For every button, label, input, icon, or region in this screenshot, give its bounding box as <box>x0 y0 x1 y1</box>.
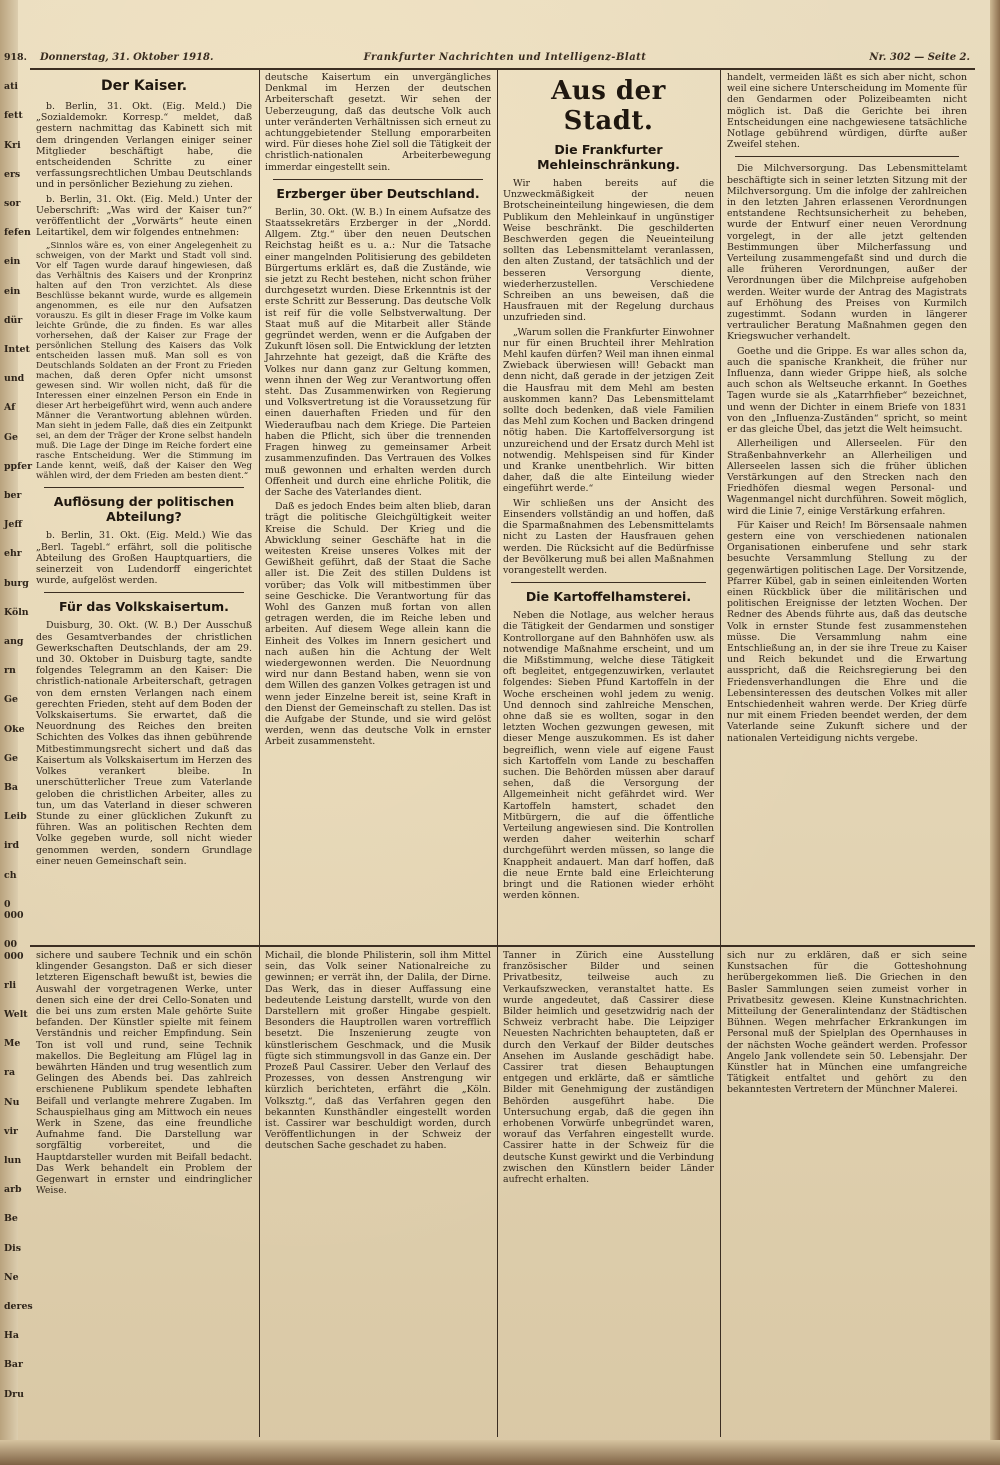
margin-fragment-text: Me <box>4 1038 21 1050</box>
masthead-rule <box>30 68 975 70</box>
margin-fragment-text: Af <box>4 402 16 414</box>
column-divider <box>720 70 721 945</box>
left-margin-fragments <box>4 52 33 1432</box>
column-3 <box>503 72 714 942</box>
article-paragraph: Goethe und die Grippe. Es war alles schon da, auch die spanische Krankheit, die früher nur Influenza, dann wieder Grippe hieß, als solche auch schon als Weltseuche erkannt. In Goethes Tagen wurde sie als „Katarrhfieber“ bezeichnet, und wenn der Dichter in einem Briefe von 1831 von den „Influenza-Zuständen“ spricht, so meint er das gleiche Übel, das jetzt die Welt heimsucht. <box>727 345 967 436</box>
margin-fragment-text: arb <box>4 1184 22 1196</box>
article-divider <box>44 592 244 593</box>
margin-fragment-text: 0 000 <box>4 898 24 922</box>
article-paragraph: deutsche Kaisertum ein unvergängliches Denkmal im Herzen der deutschen Arbeiterschaft gesetzt. Wir sehen der Ueberzeugung, daß das deutsche Volk auch unter veränderten Verhältnissen sich erneut zu achtunggebietender Stellung emporarbeiten wird. Für dieses hohe Ziel soll die Tätigkeit der christlich-nationalen Arbeiterbewegung immerdar eingestellt sein. <box>265 72 491 173</box>
headline-der-kaiser: Der Kaiser. <box>100 78 188 94</box>
margin-fragment-text: Ge <box>4 694 18 706</box>
article-divider <box>735 156 959 157</box>
article-paragraph: „Warum sollen die Frankfurter Einwohner nur für einen Bruchteil ihrer Mehlration Mehl kaufen dürfen? Weil man ihnen einmal Zwieback überwiesen will! Gebackt man denn nicht, daß gerade in der jetzigen Zeit die Hausfrau mit dem Mehl am besten auskommen kann? Das Lebensmittelamt sollte doch bedenken, daß viele Familien das Mehl zum Kochen und Backen dringend nötig haben. Die Kartoffelversorgung ist unzureichend und der Ersatz durch Mehl ist notwendig. Mehlspeisen sind für Kinder und Kranke unentbehrlich. Wir bitten daher, daß die alte Einteilung wieder eingeführt werde.“ <box>503 326 714 495</box>
column-divider <box>497 947 498 1437</box>
article-paragraph: „Sinnlos wäre es, von einer Angelegenheit zu schweigen, von der Markt und Stadt voll sind. Vor elf Tagen wurde darauf hingewiesen, daß das Verhältnis des Kaisers und der Kronprinz halten auf den Tron verzichtet. Als diese Beschlüsse bekannt wurde, wurde es allgemein angenommen, es eile nur den Aufsatzen vorauszu. Es gilt in dieser Frage im Volke kaum leichte Gründe, die zu finden. Es war alles vorhersehen, daß der Kaiser zur Frage der persönlichen Stellung des Kaisers das Volk entscheiden lassen muß. Man soll es von Deutschlands Soldaten an der Front zu Frieden machen, daß deren Opfer nicht umsonst gewesen sind. Wir wollen nicht, daß für die Interessen einer einzelnen Person ein Ende in dieser Art herbeigeführt wird, wenn auch andere Männer die Verantwortung ablehnen würden. Man sieht in jedem Falle, daß dies ein Zeitpunkt sei, an dem der Träger der Krone selbst handeln muß. Die Lage der Dinge im Reiche fordert eine rasche Entscheidung. Wer die Stimmung im Lande kennt, weiß, daß der Kaiser den Weg wählen wird, der dem Frieden am besten dient.“ <box>36 241 252 482</box>
margin-fragment-text: lun <box>4 1154 22 1166</box>
margin-fragment-text: rn <box>4 665 16 677</box>
column-divider <box>259 947 260 1437</box>
article-paragraph: Für Kaiser und Reich! Im Börsensaale nahmen gestern eine von verschiedenen nationalen Organisationen einberufene und sehr stark besuchte Versammlung Stellung zu der gegenwärtigen politischen Lage. Der Vorsitzende, Pfarrer Kübel, gab in seinen einleitenden Worten einen Rückblick über die militärischen und politischen Ereignisse der letzten Wochen. Der Redner des Abends führte aus, daß das deutsche Volk in ernster Stunde fest zusammenstehen müsse. Die Versammlung nahm eine Entschließung an, in der sie ihre Treue zu Kaiser und Reich bekundet und die Erwartung ausspricht, daß die Reichsregierung bei den Friedensverhandlungen die Ehre und die Lebensinteressen des deutschen Volkes mit aller Entschiedenheit wahren werde. Der Krieg dürfe nur mit einem Frieden beendet werden, der dem Vaterlande seine Zukunft sichere und der nationalen Verteidigung nichts vergebe. <box>727 519 967 744</box>
article-paragraph: Neben die Notlage, aus welcher heraus die Tätigkeit der Gendarmen und sonstiger Kontrollorgane auf den Bahnhöfen usw. als notwendige Maßnahme erscheint, und um die Mißstimmung, welche diese Tätigkeit oft begleitet, entgegenzuwirken, verlautet folgendes: Sieben Pfund Kartoffeln in der Woche erscheinen wohl jedem zu wenig. Und dennoch sind zahlreiche Menschen, ohne daß sie es wollten, sogar in den letzten Wochen gezwungen gewesen, mit dieser Menge auszukommen. Es ist daher begreiflich, wenn viele auf eigene Faust sich Kartoffeln vom Lande zu beschaffen suchen. Die Behörden müssen aber darauf sehen, daß die Versorgung der Allgemeinheit nicht gefährdet wird. Wer Kartoffeln hamstert, schadet den Mitbürgern, die auf die öffentliche Verteilung angewiesen sind. Die Kontrollen werden daher weiterhin scharf durchgeführt werden müssen, so lange die Knappheit andauert. Man darf hoffen, daß die neue Ernte bald eine Erleichterung bringt und die Rationen wieder erhöht werden können. <box>503 610 714 902</box>
margin-fragment-text: ppfer <box>4 460 33 472</box>
section-title-aus-der-stadt: Aus der Stadt. <box>551 76 666 136</box>
margin-fragment-text: burg <box>4 577 29 589</box>
margin-fragment-text: Nu <box>4 1096 20 1108</box>
headline-erzberger: Erzberger über Deutschland. <box>276 185 480 201</box>
margin-fragment-text: ch <box>4 869 17 881</box>
column-1 <box>36 72 252 942</box>
article-paragraph: Die Milchversorgung. Das Lebensmittelamt beschäftigte sich in seiner letzten Sitzung mit der Milchversorgung. Um die infolge der zahlreichen in den letzten Jahren erlassenen Verordnungen entstandene Rechtsunsicherheit zu beheben, wurde der Entwurf einer neuen Verordnung vorgelegt, in der alle jetzt geltenden Bestimmungen über Milcherfassung und Verteilung zusammengefaßt sind und durch die alle früheren Verordnungen, außer der Verordnungen über die Milchpreise aufgehoben werden. Weiter wurde der Antrag des Magistrats auf Erhöhung des Preises von Kurmilch zugestimmt. Sodann wurden in längerer vertraulicher Beratung Maßnahmen gegen den Kriegswucher verhandelt. <box>727 163 967 343</box>
article-paragraph: Duisburg, 30. Okt. (W. B.) Der Ausschuß des Gesamtverbandes der christlichen Gewerkschaften Deutschlands, der am 29. und 30. Oktober in Duisburg tagte, sandte folgendes Telegramm an den Kaiser: Die christlich-nationale Arbeiterschaft, getragen von dem ernsten Verlangen nach einem gerechten Frieden, steht auf dem Boden der Volkskaisertums. Sie erwartet, daß die Neuordnung des Reiches den breiten Schichten des Volkes das ihnen gebührende Mitbestimmungsrecht sichert und daß das Kaisertum als Volkskaisertum im Herzen des Volkes verankert bleibe. In unerschütterlicher Treue zum Vaterlande geloben die christlichen Arbeiter, alles zu tun, um das Vaterland in dieser schweren Stunde zu einer glücklichen Zukunft zu führen. Was an politischen Rechten dem Volke gegeben wurde, soll nicht wieder genommen werden, sondern Grundlage einer neuen Gemeinschaft sein. <box>36 620 252 867</box>
column-divider <box>259 70 260 945</box>
page-bottom-edge <box>0 1440 1000 1465</box>
margin-fragment-text: vir <box>4 1125 18 1137</box>
article-divider <box>511 582 706 583</box>
margin-fragment-text: ein <box>4 285 21 297</box>
margin-fragment-text: Ne <box>4 1271 19 1283</box>
bottom-column-2 <box>265 950 491 1435</box>
margin-fragment-text: Ba <box>4 782 18 794</box>
margin-fragment-text: Oke <box>4 723 25 735</box>
masthead-page-number: Nr. 302 — Seite 2. <box>869 52 970 63</box>
margin-fragment-text: ein <box>4 256 21 268</box>
article-paragraph: handelt, vermeiden läßt es sich aber nicht, schon weil eine sichere Unterscheidung im Momente für den Gendarmen oder Polizeibeamten nicht möglich ist. Daß die Gerichte bei ihren Entscheidungen eine nachgewiesene tatsächliche Notlage gebührend würdigen, dürfte außer Zweifel stehen. <box>727 72 967 151</box>
column-2 <box>265 72 491 942</box>
margin-fragment-text: Kri <box>4 139 21 151</box>
masthead-title: Frankfurter Nachrichten und Intelligenz-Blatt <box>363 52 647 63</box>
margin-fragment-text: Jeff <box>4 519 23 531</box>
margin-fragment-text: Bar <box>4 1359 23 1371</box>
article-paragraph: b. Berlin, 31. Okt. (Eig. Meld.) Wie das „Berl. Tagebl.“ erfährt, soll die politische Abteilung des Großen Hauptquartiers, die seinerzeit von Ludendorff eingerichtet wurde, aufgelöst werden. <box>36 530 252 587</box>
bottom-column-3 <box>503 950 714 1435</box>
margin-fragment-text: Dis <box>4 1242 21 1254</box>
article-divider <box>273 179 483 180</box>
margin-fragment-text: 00 000 <box>4 939 24 962</box>
margin-fragment-text: Ge <box>4 752 18 764</box>
margin-fragment-text: und <box>4 373 25 385</box>
margin-fragment-text: ati <box>4 81 18 93</box>
margin-fragment-text: 918. <box>4 52 27 63</box>
article-paragraph: Allerheiligen und Allerseelen. Für den Straßenbahnverkehr an Allerheiligen und Allerseelen lassen sich die früher üblichen Verstärkungen auf den Strecken nach den Friedhöfen diesmal wegen Personal- und Wagenmangel nicht durchführen. Soweit möglich, wird die Linie 7, einige Verstärkung erfahren. <box>727 438 967 517</box>
margin-fragment-text: dür <box>4 314 23 326</box>
column-4 <box>727 72 967 942</box>
margin-fragment-text: Intet <box>4 344 30 356</box>
article-paragraph: b. Berlin, 31. Okt. (Eig. Meld.) Die „Sozialdemokr. Korresp.“ meldet, daß gestern nachmittag das Kabinett sich mit dem dringenden Verlangen einiger seiner Mitglieder beschäftigt habe, die entscheidenden Schritte zu einer verfassungsrechtlichen Umbau Deutschlands und in persönlicher Beziehung zu ziehen. <box>36 101 252 191</box>
article-paragraph: Tanner in Zürich eine Ausstellung französischer Bilder und seinen Privatbesitz, teilweise auch zu Verkaufszwecken, veranstaltet hatte. Es wurde angedeutet, daß Cassirer diese Bilder heimlich und gesetzwidrig nach der Schweiz verbracht habe. Die Leipziger Neuesten Nachrichten behaupteten, daß er durch den Verkauf der Bilder deutsches Ansehen im Auslande geschädigt habe. Cassirer trat diesen Behauptungen entgegen und erklärte, daß er sämtliche Bilder mit Genehmigung der zuständigen Behörden ausgeführt habe. Die Untersuchung ergab, daß die gegen ihn erhobenen Vorwürfe unbegründet waren, worauf das Verfahren eingestellt wurde. Cassirer hatte in der Schweiz für die deutsche Kunst gewirkt und die Verbindung zwischen den Künstlern beider Länder aufrecht erhalten. <box>503 950 714 1186</box>
headline-volkskaisertum: Für das Volkskaisertum. <box>59 599 229 615</box>
article-paragraph: Michail, die blonde Philisterin, soll ihm Mittel sein, das Volk seiner Nationalreiche zu gewinnen; er verrät ihn, der Dalila, der Dirne. Das Werk, das in dieser Auffassung eine bedeutende Leistung darstellt, wurde von den Darstellern mit großer Hingabe gespielt. Besonders die Hauptrollen waren vortrefflich besetzt. Die Inszenierung zeugte von künstlerischem Geschmack, und die Musik fügte sich stimmungsvoll in das Ganze ein. Der Prozeß Paul Cassirer. Ueber den Verlauf des Prozesses, von dessen Anstrengung wir kürzlich berichteten, erfährt die „Köln. Volksztg.“, daß das Verfahren gegen den bekannten Kunsthändler eingestellt worden ist. Cassirer war beschuldigt worden, durch Veröffentlichungen in der Schweiz der deutschen Sache geschadet zu haben. <box>265 950 491 1152</box>
section-divider <box>30 945 975 947</box>
margin-fragment-text: ird <box>4 840 20 852</box>
article-paragraph: sichere und saubere Technik und ein schön klingender Gesangston. Daß er sich dieser letzteren Eigenschaft bewußt ist, bewies die Auswahl der vorgetragenen Werke, unter denen sich eine der drei Cello-Sonaten und die bei uns zum ersten Male gehörte Suite befanden. Der Künstler spielte mit feinem Verständnis und reicher Empfindung. Sein Ton ist voll und rund, seine Technik makellos. Die Begleitung am Flügel lag in bewährten Händen und trug wesentlich zum Gelingen des Abends bei. Das zahlreich erschienene Publikum spendete lebhaften Beifall und verlangte mehrere Zugaben. Im Schauspielhaus ging am Mittwoch ein neues Werk in Szene, das eine freundliche Aufnahme fand. Die Darstellung war sorgfältig vorbereitet, und die Hauptdarsteller wurden mit Beifall bedacht. Das Werk behandelt ein Problem der Gegenwart in ernster und eindringlicher Weise. <box>36 950 252 1197</box>
margin-fragment-text: ber <box>4 490 22 502</box>
article-divider <box>44 487 244 488</box>
headline-mehleinschraenkung: Die Frankfurter Mehleinschränkung. <box>537 142 680 172</box>
margin-fragment-text: Welt <box>4 1008 28 1020</box>
article-paragraph: Daß es jedoch Endes beim alten blieb, daran trägt die politische Gleichgültigkeit weiter Kreise die Schuld. Der Krieg und die Abwicklung seiner Geschäfte hat in die weitesten Kreise unseres Volkes mit der Gewißheit geführt, daß der Staat die Sache aller ist. Die Zeit des stillen Duldens ist vorüber; das Volk will mitbestimmen über seine Geschicke. Die Verantwortung für das Wohl des Ganzen muß fortan von allen getragen werden, die im Reiche leben und arbeiten. Auf diesem Wege allein kann die Einheit des Volkes im Innern gesichert und nach außen hin die Achtung der Welt wiedergewonnen werden. Die Neuordnung wird nur dann Bestand haben, wenn sie von dem Willen des ganzen Volkes getragen ist und wenn jeder Einzelne bereit ist, seine Kraft in den Dienst der Gemeinschaft zu stellen. Das ist die Aufgabe der Stunde, und sie wird gelöst werden, wenn das deutsche Volk in ernster Arbeit zusammensteht. <box>265 501 491 748</box>
margin-fragment-text: Ge <box>4 431 18 443</box>
margin-fragment-text: ang <box>4 636 24 648</box>
margin-fragment-text: fefen <box>4 227 31 239</box>
margin-fragment-text: deres <box>4 1300 33 1312</box>
headline-aufloesung: Auflösung der politischen Abteilung? <box>53 494 235 525</box>
masthead <box>40 52 970 68</box>
margin-fragment-text: Ha <box>4 1330 19 1342</box>
margin-fragment-text: rli <box>4 979 17 991</box>
margin-fragment-text: ra <box>4 1067 16 1079</box>
margin-fragment-text: ehr <box>4 548 22 560</box>
article-paragraph: Berlin, 30. Okt. (W. B.) In einem Aufsatze des Staatssekretärs Erzberger in der „Nordd. Allgem. Ztg.“ über den neuen Deutschen Reichstag heißt es u. a.: Nur die Tatsache einer mangelnden Politisierung des gebildeten Bürgertums erklärt es, daß die Zustände, wie sie jetzt zu Recht bestehen, nicht schon früher durchgesetzt wurden. Diese Erkenntnis ist der erste Schritt zur Besserung. Das deutsche Volk ist reif für die volle Selbstverwaltung. Der Staat muß auf die Mitarbeit aller Stände gegründet werden, wenn er die Aufgaben der Zukunft lösen soll. Die Entwicklung der letzten Jahrzehnte hat gezeigt, daß die Kräfte des Volkes nur dann ganz zur Geltung kommen, wenn ihnen der Weg zur Verantwortung offen steht. Das Zusammenwirken von Regierung und Volksvertretung ist die Voraussetzung für einen dauerhaften Frieden und für den Wiederaufbau nach dem Kriege. Die Parteien haben die Pflicht, sich über die trennenden Fragen hinweg zu gemeinsamer Arbeit zusammenzufinden. Das Vertrauen des Volkes muß gewonnen und erhalten werden durch Offenheit und durch eine ehrliche Politik, die der Sache des Vaterlandes dient. <box>265 206 491 498</box>
article-paragraph: Wir schließen uns der Ansicht des Einsenders vollständig an und hoffen, daß die Sparmaßnahmen des Lebensmittelamts nicht zu Lasten der Hausfrauen gehen werden. Die Rücksicht auf die Bedürfnisse der Bevölkerung muß bei allen Maßnahmen vorangestellt werden. <box>503 497 714 576</box>
column-divider <box>720 947 721 1437</box>
margin-fragment-text: fett <box>4 110 23 122</box>
margin-fragment-text: Be <box>4 1213 18 1225</box>
article-paragraph: b. Berlin, 31. Okt. (Eig. Meld.) Unter der Ueberschrift: „Was wird der Kaiser tun?“ veröffentlicht der „Vorwärts“ heute einen Leitartikel, dem wir folgendes entnehmen: <box>36 193 252 239</box>
bottom-column-4 <box>727 950 967 1435</box>
margin-fragment-text: Köln <box>4 606 29 618</box>
margin-fragment-text: Leib <box>4 811 27 823</box>
margin-fragment-text: Dru <box>4 1388 24 1400</box>
page-right-edge <box>990 0 1000 1465</box>
masthead-date: Donnerstag, 31. Oktober 1918. <box>40 52 214 63</box>
margin-fragment-text: ers <box>4 168 21 180</box>
headline-kartoffelhamsterei: Die Kartoffelhamsterei. <box>525 589 692 605</box>
margin-fragment-text: sor <box>4 198 21 210</box>
column-divider <box>497 70 498 945</box>
article-paragraph: Wir haben bereits auf die Unzweckmäßigkeit der neuen Brotscheineinteilung hingewiesen, die dem Publikum den Mehleinkauf in ungünstiger Weise beschränkt. Die geschilderten Beschwerden gegen die Neueinteilung sollten das Lebensmittelamt veranlassen, den alten Zustand, der tatsächlich und der besseren Versorgung diente, wiederherzustellen. Verschiedene Schreiben an uns beweisen, daß die Hausfrauen mit der Regelung durchaus unzufrieden sind. <box>503 178 714 324</box>
bottom-column-1 <box>36 950 252 1435</box>
article-paragraph: sich nur zu erklären, daß er sich seine Kunstsachen für die Gotteshohnung herübergekommen ließ. Die Griechen in den Basler Sammlungen seien zumeist vorher in Privatbesitz gewesen. Kleine Kunstnachrichten. Mitteilung der Generalintendanz der Städtischen Bühnen. Wegen mehrfacher Erkrankungen im Personal muß der Spielplan des Opernhauses in der nächsten Woche geändert werden. Professor Angelo Jank vollendete sein 50. Lebensjahr. Der Künstler hat in München eine umfangreiche Tätigkeit entfaltet und gehört zu den bekanntesten Vertretern der Münchner Malerei. <box>727 950 967 1096</box>
